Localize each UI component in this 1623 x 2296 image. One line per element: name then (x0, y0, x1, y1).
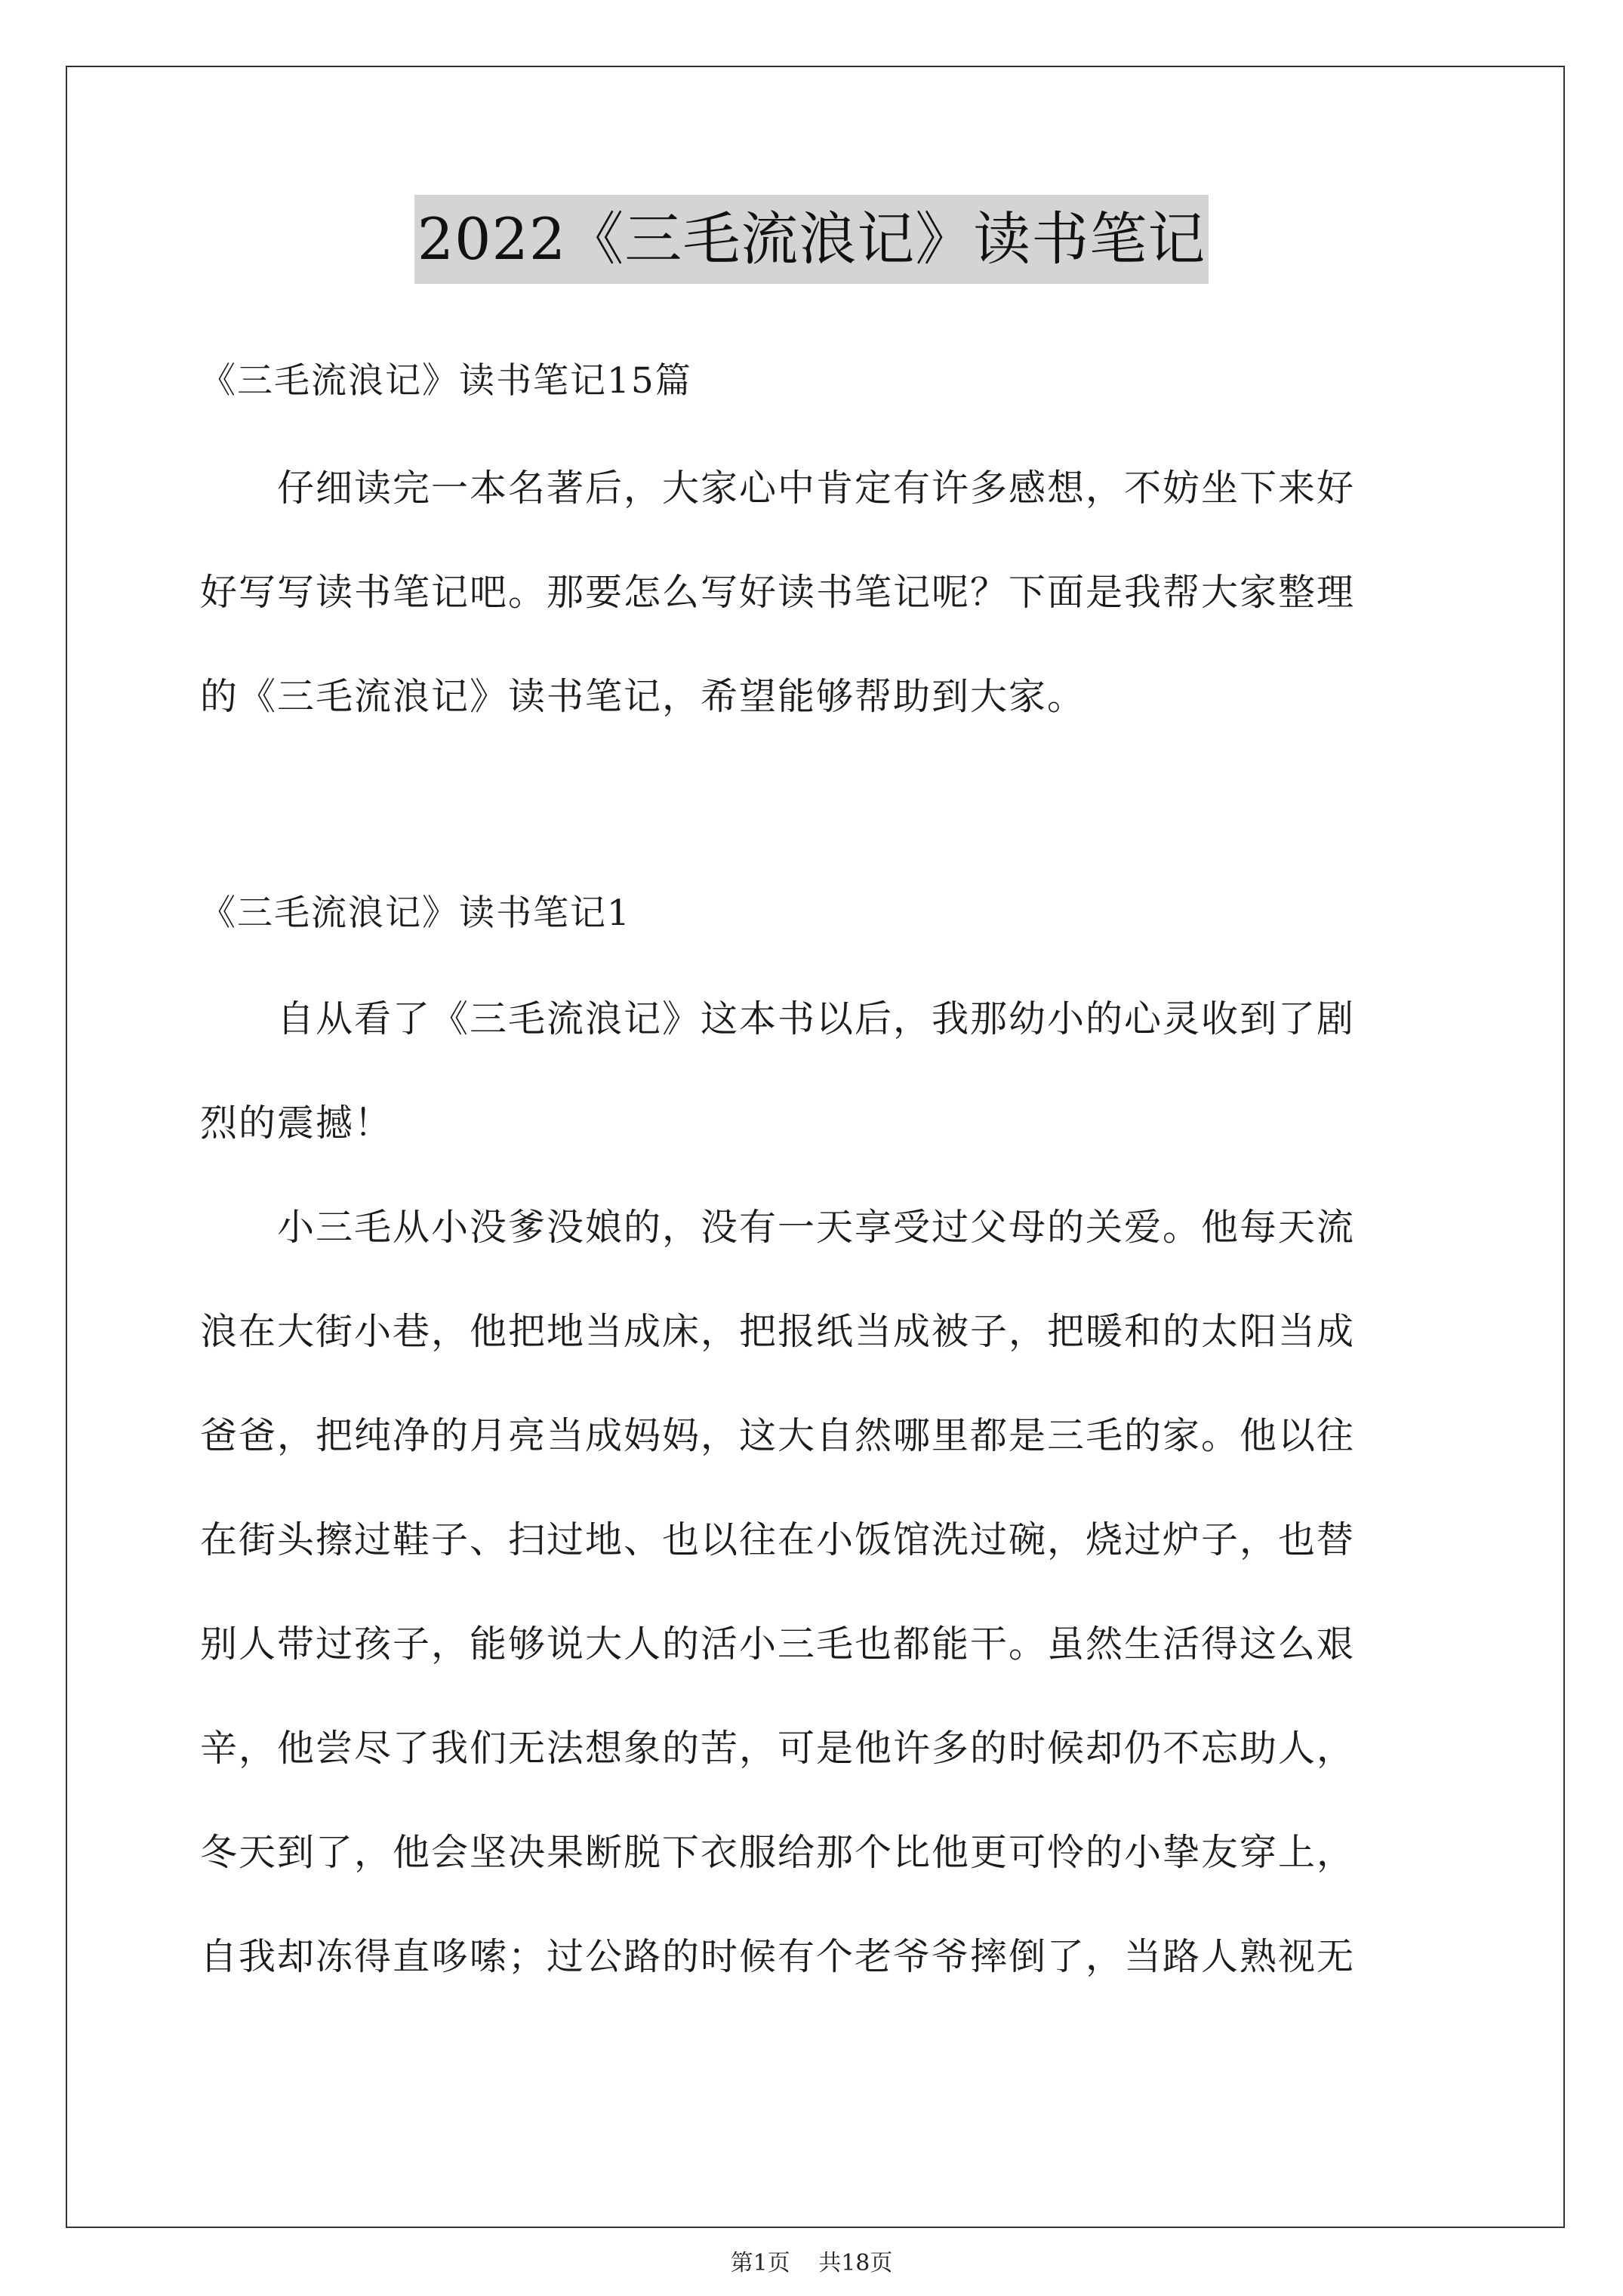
paragraph-line: 辛，他尝尽了我们无法想象的苦，可是他许多的时候却仍不忘助人， (200, 1727, 1356, 1770)
page-footer (0, 2248, 1623, 2279)
paragraph-line: 冬天到了，他会坚决果断脱下衣服给那个比他更可怜的小挚友穿上， (200, 1831, 1356, 1874)
document-title: 2022《三毛流浪记》读书笔记 (414, 195, 1209, 284)
title-container (0, 195, 1623, 284)
paragraph-line: 浪在大街小巷，他把地当成床，把报纸当成被子，把暖和的太阳当成 (200, 1310, 1356, 1353)
paragraph-line: 爸爸，把纯净的月亮当成妈妈，这大自然哪里都是三毛的家。他以往 (200, 1414, 1356, 1457)
paragraph-line: 别人带过孩子，能够说大人的活小三毛也都能干。虽然生活得这么艰 (200, 1623, 1356, 1666)
paragraph-line: 小三毛从小没爹没娘的，没有一天享受过父母的关爱。他每天流 (200, 1206, 1356, 1249)
paragraph-line: 自从看了《三毛流浪记》这本书以后，我那幼小的心灵收到了剧 (200, 997, 1356, 1040)
paragraph-line: 在街头擦过鞋子、扫过地、也以往在小饭馆洗过碗，烧过炉子，也替 (200, 1518, 1356, 1561)
intro-line: 的《三毛流浪记》读书笔记，希望能够帮助到大家。 (200, 675, 1086, 718)
page-number: 第1页 (730, 2250, 790, 2276)
intro-line: 好写写读书笔记吧。那要怎么写好读书笔记呢？下面是我帮大家整理 (200, 571, 1356, 614)
collection-heading: 《三毛流浪记》读书笔记15篇 (200, 360, 692, 402)
paragraph-line: 烈的震撼！ (200, 1102, 393, 1145)
paragraph-line: 自我却冻得直哆嗦；过公路的时候有个老爷爷摔倒了，当路人熟视无 (200, 1935, 1356, 1978)
intro-line: 仔细读完一本名著后，大家心中肯定有许多感想，不妨坐下来好 (200, 467, 1356, 510)
page-total: 共18页 (818, 2250, 893, 2276)
section-heading: 《三毛流浪记》读书笔记1 (200, 892, 631, 934)
